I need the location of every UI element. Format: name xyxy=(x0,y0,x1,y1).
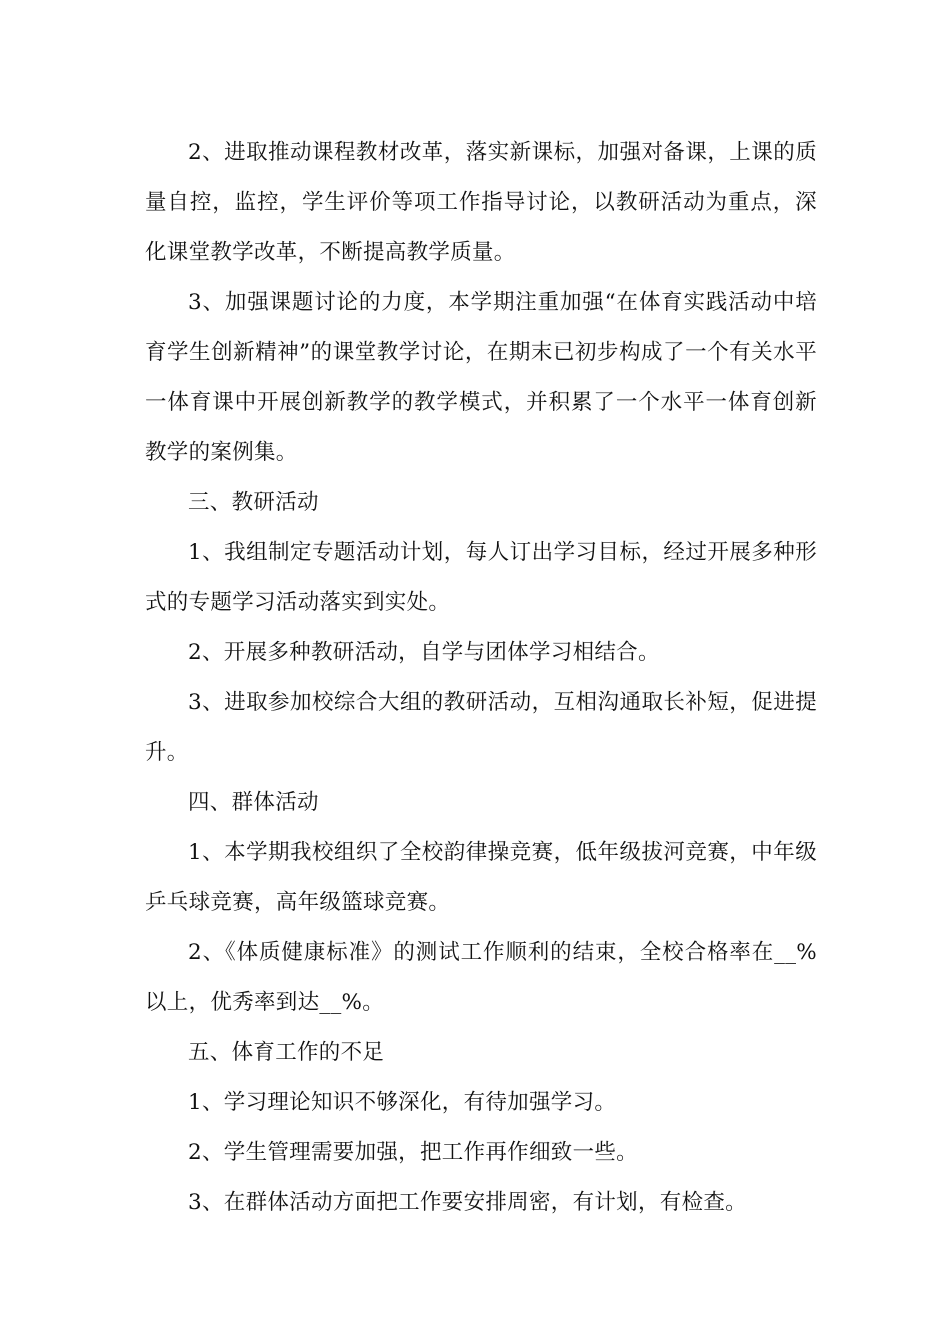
paragraph-curriculum-reform: 2、进取推动课程教材改革，落实新课标，加强对备课，上课的质量自控，监控，学生评价等项工作指导讨论，以教研活动为重点，深化课堂教学改革，不断提高教学质量。 xyxy=(145,140,817,265)
section-heading-group-activities: 四、群体活动 xyxy=(188,790,319,815)
paragraph-research-topic: 3、加强课题讨论的力度，本学期注重加强“在体育实践活动中培育学生创新精神”的课堂教学讨论，在期末已初步构成了一个有关水平一体育课中开展创新教学的教学模式，并积累了一个水平一体育创新教学的案例集。 xyxy=(145,290,817,465)
document-body xyxy=(145,128,817,1228)
paragraph-study-plan: 1、我组制定专题活动计划，每人订出学习目标，经过开展多种形式的专题学习活动落实到实处。 xyxy=(145,540,817,615)
paragraph-fitness-standard: 2、《体质健康标准》的测试工作顺利的结束，全校合格率在__%以上，优秀率到达__%。 xyxy=(145,940,817,1015)
paragraph-research-activities: 2、开展多种教研活动，自学与团体学习相结合。 xyxy=(188,640,660,665)
section-heading-teaching-research: 三、教研活动 xyxy=(188,490,319,515)
paragraph-school-group: 3、进取参加校综合大组的教研活动，互相沟通取长补短，促进提升。 xyxy=(145,690,817,765)
paragraph-student-management: 2、学生管理需要加强，把工作再作细致一些。 xyxy=(188,1140,638,1165)
paragraph-activity-planning: 3、在群体活动方面把工作要安排周密，有计划，有检查。 xyxy=(188,1190,747,1215)
paragraph-theory-knowledge: 1、学习理论知识不够深化，有待加强学习。 xyxy=(188,1090,617,1115)
section-heading-shortcomings: 五、体育工作的不足 xyxy=(188,1040,385,1065)
paragraph-competitions: 1、本学期我校组织了全校韵律操竞赛，低年级拔河竞赛，中年级乒乓球竞赛，高年级篮球竞赛。 xyxy=(145,840,817,915)
